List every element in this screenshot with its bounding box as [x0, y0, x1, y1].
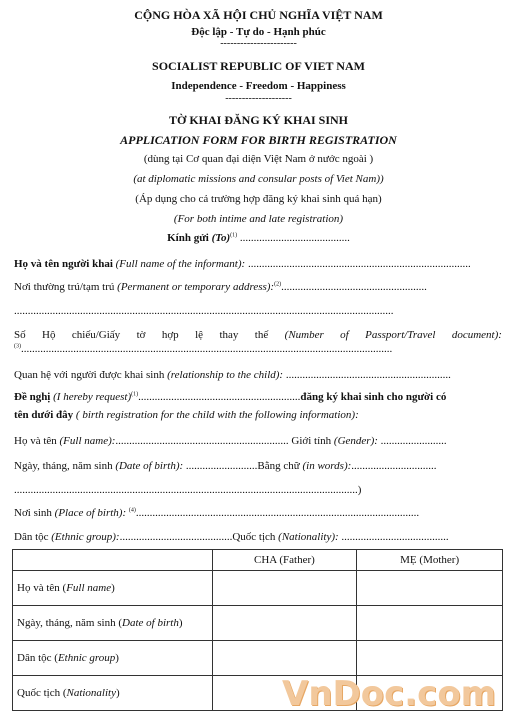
row-label [13, 571, 213, 606]
footnote-3: (3) [14, 343, 21, 350]
residence-field[interactable]: ..................................................... [281, 281, 427, 293]
passport-word: Hộ [42, 329, 56, 341]
passport-word-en: of [340, 329, 349, 341]
residence-field-line2[interactable]: .......................................................................................................................................... [14, 305, 394, 317]
ethnic-label-en: (Ethnic group): [51, 531, 120, 543]
relationship-field[interactable]: ............................................................ [285, 369, 451, 381]
father-dob-cell[interactable] [212, 606, 357, 641]
passport-word-en: Passport/Travel [365, 329, 436, 341]
addressee-field[interactable]: ........................................ [239, 232, 350, 244]
table-row [13, 606, 503, 641]
row-label-vn: Ngày, tháng, năm sinh ( [17, 617, 122, 629]
dob-label-en: (Date of birth): [115, 460, 184, 472]
table-row [13, 571, 503, 606]
request-field[interactable]: ........................................................... [138, 391, 301, 403]
row-label-vn: Quốc tịch ( [17, 687, 67, 699]
ethnic-label-vn: Dân tộc [14, 531, 49, 543]
residence-label-vn: Nơi thường trú/tạm trú [14, 281, 115, 293]
passport-line [14, 329, 502, 341]
row-label [13, 641, 213, 676]
row-label-en: Date of birth [122, 617, 179, 629]
gender-label-en: (Gender): [333, 435, 378, 447]
request-label-vn: Đề nghị [14, 391, 51, 403]
vndoc-watermark: VnDoc.com [282, 674, 497, 714]
child-name-field[interactable]: ............................................................... [115, 435, 289, 447]
mother-full-name-cell[interactable] [357, 571, 503, 606]
father-ethnic-cell[interactable] [212, 641, 357, 676]
footnote-1: (1) [131, 391, 139, 398]
relationship-line [14, 369, 451, 381]
request-line2-vn: tên dưới đây [14, 409, 74, 421]
table-header-mother: MẸ (Mother) [357, 550, 503, 571]
residence-line [14, 281, 427, 293]
passport-word-en: document): [451, 329, 502, 341]
ethnic-nationality-line [14, 531, 449, 543]
pob-label-vn: Nơi sinh [14, 507, 52, 519]
row-label-en: Ethnic group [57, 652, 116, 664]
table-header-row [13, 550, 503, 571]
passport-word: thế [254, 329, 269, 341]
ethnic-field[interactable]: ......................................... [119, 531, 233, 543]
dob-words-label-vn: Bằng chữ [257, 460, 300, 472]
passport-word-en: (Number [284, 329, 324, 341]
addressee-label-vn: Kính gửi [167, 232, 209, 244]
informant-field[interactable]: ................................................................................. [247, 258, 471, 270]
row-label [13, 606, 213, 641]
passport-word: hợp [161, 329, 179, 341]
addressee-line [0, 232, 517, 244]
gender-field[interactable]: ........................ [380, 435, 447, 447]
mother-dob-cell[interactable] [357, 606, 503, 641]
vn-separator: ----------------------- [220, 38, 297, 49]
usage-note-vn: (dùng tại Cơ quan đại diện Việt Nam ở nước ngoài ) [143, 153, 374, 165]
row-label-en: Full name [66, 582, 112, 594]
footnote-4: (4) [128, 507, 136, 514]
en-country-title: SOCIALIST REPUBLIC OF VIET NAM [152, 59, 365, 73]
row-label-vn: Họ và tên ( [17, 582, 67, 594]
nationality-field[interactable]: ....................................... [341, 531, 449, 543]
row-label-close: ) [115, 687, 120, 699]
dob-words-field-line2[interactable]: .............................................................................................................................) [14, 484, 362, 496]
request-line [14, 391, 446, 403]
informant-label-vn: Họ và tên người khai [14, 258, 113, 270]
child-name-line [14, 435, 447, 447]
form-title-vn: TỜ KHAI ĐĂNG KÝ KHAI SINH [168, 113, 349, 127]
pob-field[interactable]: ....................................................................................................... [135, 507, 420, 519]
en-separator: -------------------- [225, 93, 292, 104]
passport-word: Số [14, 329, 26, 341]
request-line2 [14, 409, 359, 421]
gender-label-vn: Giới tính [291, 435, 332, 447]
row-label-en: Nationality [66, 687, 116, 699]
usage-note-en: (at diplomatic missions and consular posts of Viet Nam)) [133, 173, 384, 185]
mother-ethnic-cell[interactable] [357, 641, 503, 676]
apply-note-en: (For both intime and late registration) [173, 213, 344, 225]
row-label [13, 676, 213, 711]
table-header-father: CHA (Father) [212, 550, 357, 571]
passport-field[interactable]: ....................................................................................................................................... [21, 343, 393, 355]
request-tail: đăng ký khai sinh cho người có [300, 391, 447, 403]
passport-line2 [14, 343, 392, 355]
dob-words-label-en: (in words): [302, 460, 352, 472]
passport-word: lệ [195, 329, 204, 341]
dob-label-vn: Ngày, tháng, năm sinh [14, 460, 113, 472]
dob-field[interactable]: .......................... [185, 460, 258, 472]
form-title-en: APPLICATION FORM FOR BIRTH REGISTRATION [120, 133, 397, 147]
table-header-blank [13, 550, 213, 571]
table-row [13, 641, 503, 676]
passport-word: tờ [136, 329, 146, 341]
relationship-label-vn: Quan hệ với người được khai sinh [14, 369, 165, 381]
passport-word: thay [219, 329, 239, 341]
vn-motto: Độc lập - Tự do - Hạnh phúc [191, 26, 326, 38]
row-label-vn: Dân tộc ( [17, 652, 58, 664]
footnote-1: (1) [230, 232, 238, 239]
child-name-label-en: (Full name): [59, 435, 116, 447]
informant-line [14, 258, 471, 270]
nationality-label-vn: Quốc tịch [232, 531, 276, 543]
dob-line [14, 460, 437, 472]
relationship-label-en: (relationship to the child): [167, 369, 284, 381]
vn-country-title: CỘNG HÒA XÃ HỘI CHỦ NGHĨA VIỆT NAM [134, 8, 383, 22]
footnote-2: (2) [274, 281, 282, 288]
request-line2-en: ( birth registration for the child with the following information): [75, 409, 359, 421]
request-label-en: (I hereby request) [53, 391, 132, 403]
addressee-label-en: (To) [211, 232, 231, 244]
informant-label-en: (Full name of the informant): [112, 258, 246, 270]
residence-label-en: (Permanent or temporary address): [117, 281, 275, 293]
pob-label-en: (Place of birth): [54, 507, 127, 519]
child-name-label-vn: Họ và tên [14, 435, 57, 447]
dob-words-field[interactable]: ............................... [351, 460, 437, 472]
nationality-label-en: (Nationality): [278, 531, 339, 543]
row-label-close: ) [115, 652, 119, 664]
pob-line [14, 507, 419, 519]
row-label-close: ) [111, 582, 115, 594]
apply-note-vn: (Áp dụng cho cả trường hợp đăng ký khai sinh quá hạn) [135, 193, 382, 205]
passport-word: chiếu/Giấy [71, 329, 121, 341]
row-label-close: ) [178, 617, 183, 629]
en-motto: Independence - Freedom - Happiness [171, 80, 346, 92]
father-full-name-cell[interactable] [212, 571, 357, 606]
